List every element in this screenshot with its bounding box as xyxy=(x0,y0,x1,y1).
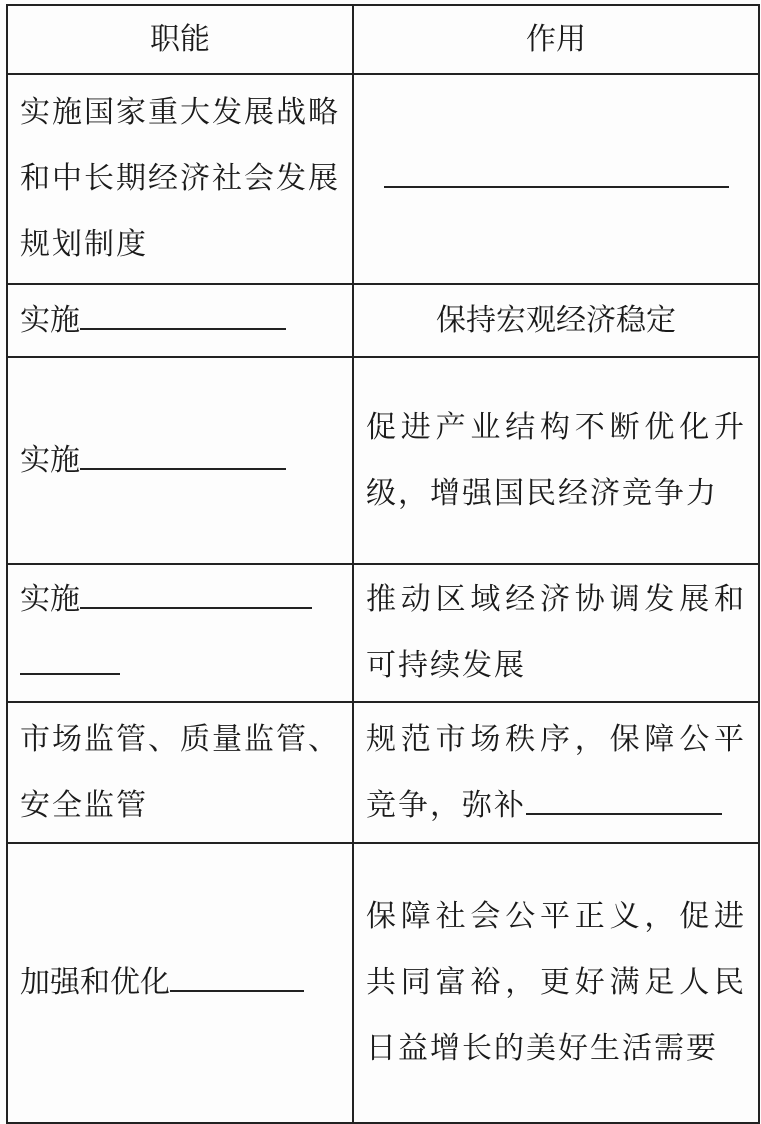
header-role: 作用 xyxy=(353,5,759,74)
role-text: 保障社会公平正义，促进共同富裕，更好满足人民日益增长的美好生活需要 xyxy=(366,899,746,1066)
function-text: 实施国家重大发展战略和中长期经济社会发展规划制度 xyxy=(20,95,340,262)
role-cell xyxy=(353,702,759,843)
table-row xyxy=(7,357,759,564)
role-cell xyxy=(353,357,759,564)
function-text: 实施 xyxy=(20,582,80,617)
function-cell xyxy=(7,564,353,702)
answer-blank[interactable] xyxy=(80,302,286,330)
function-cell xyxy=(7,284,353,357)
function-cell xyxy=(7,702,353,843)
role-text: 规范市场秩序，保障公平竞争，弥补 xyxy=(366,721,746,823)
table-row xyxy=(7,284,759,357)
role-text: 推动区域经济协调发展和可持续发展 xyxy=(366,582,746,683)
table-row xyxy=(7,843,759,1123)
answer-blank[interactable] xyxy=(384,160,729,188)
answer-blank[interactable] xyxy=(80,442,286,470)
function-text: 实施 xyxy=(20,302,80,338)
answer-blank[interactable] xyxy=(526,787,722,815)
header-function: 职能 xyxy=(7,5,353,74)
table-row xyxy=(7,74,759,284)
function-cell xyxy=(7,357,353,564)
answer-blank[interactable] xyxy=(80,581,312,609)
role-text: 保持宏观经济稳定 xyxy=(436,302,676,338)
table-row xyxy=(7,702,759,843)
role-text: 促进产业结构不断优化升级，增强国民经济竞争力 xyxy=(366,409,746,511)
role-cell xyxy=(353,284,759,357)
answer-blank-continued[interactable] xyxy=(20,647,120,675)
function-cell xyxy=(7,74,353,284)
role-cell xyxy=(353,564,759,702)
table-header-row xyxy=(7,5,759,74)
function-cell xyxy=(7,843,353,1123)
function-text: 市场监管、质量监管、安全监管 xyxy=(20,721,340,823)
functions-table xyxy=(6,4,760,1124)
role-cell xyxy=(353,843,759,1123)
answer-blank[interactable] xyxy=(170,964,304,992)
function-text: 实施 xyxy=(20,442,80,478)
function-text: 加强和优化 xyxy=(20,965,170,1000)
role-cell xyxy=(353,74,759,284)
table-row xyxy=(7,564,759,702)
